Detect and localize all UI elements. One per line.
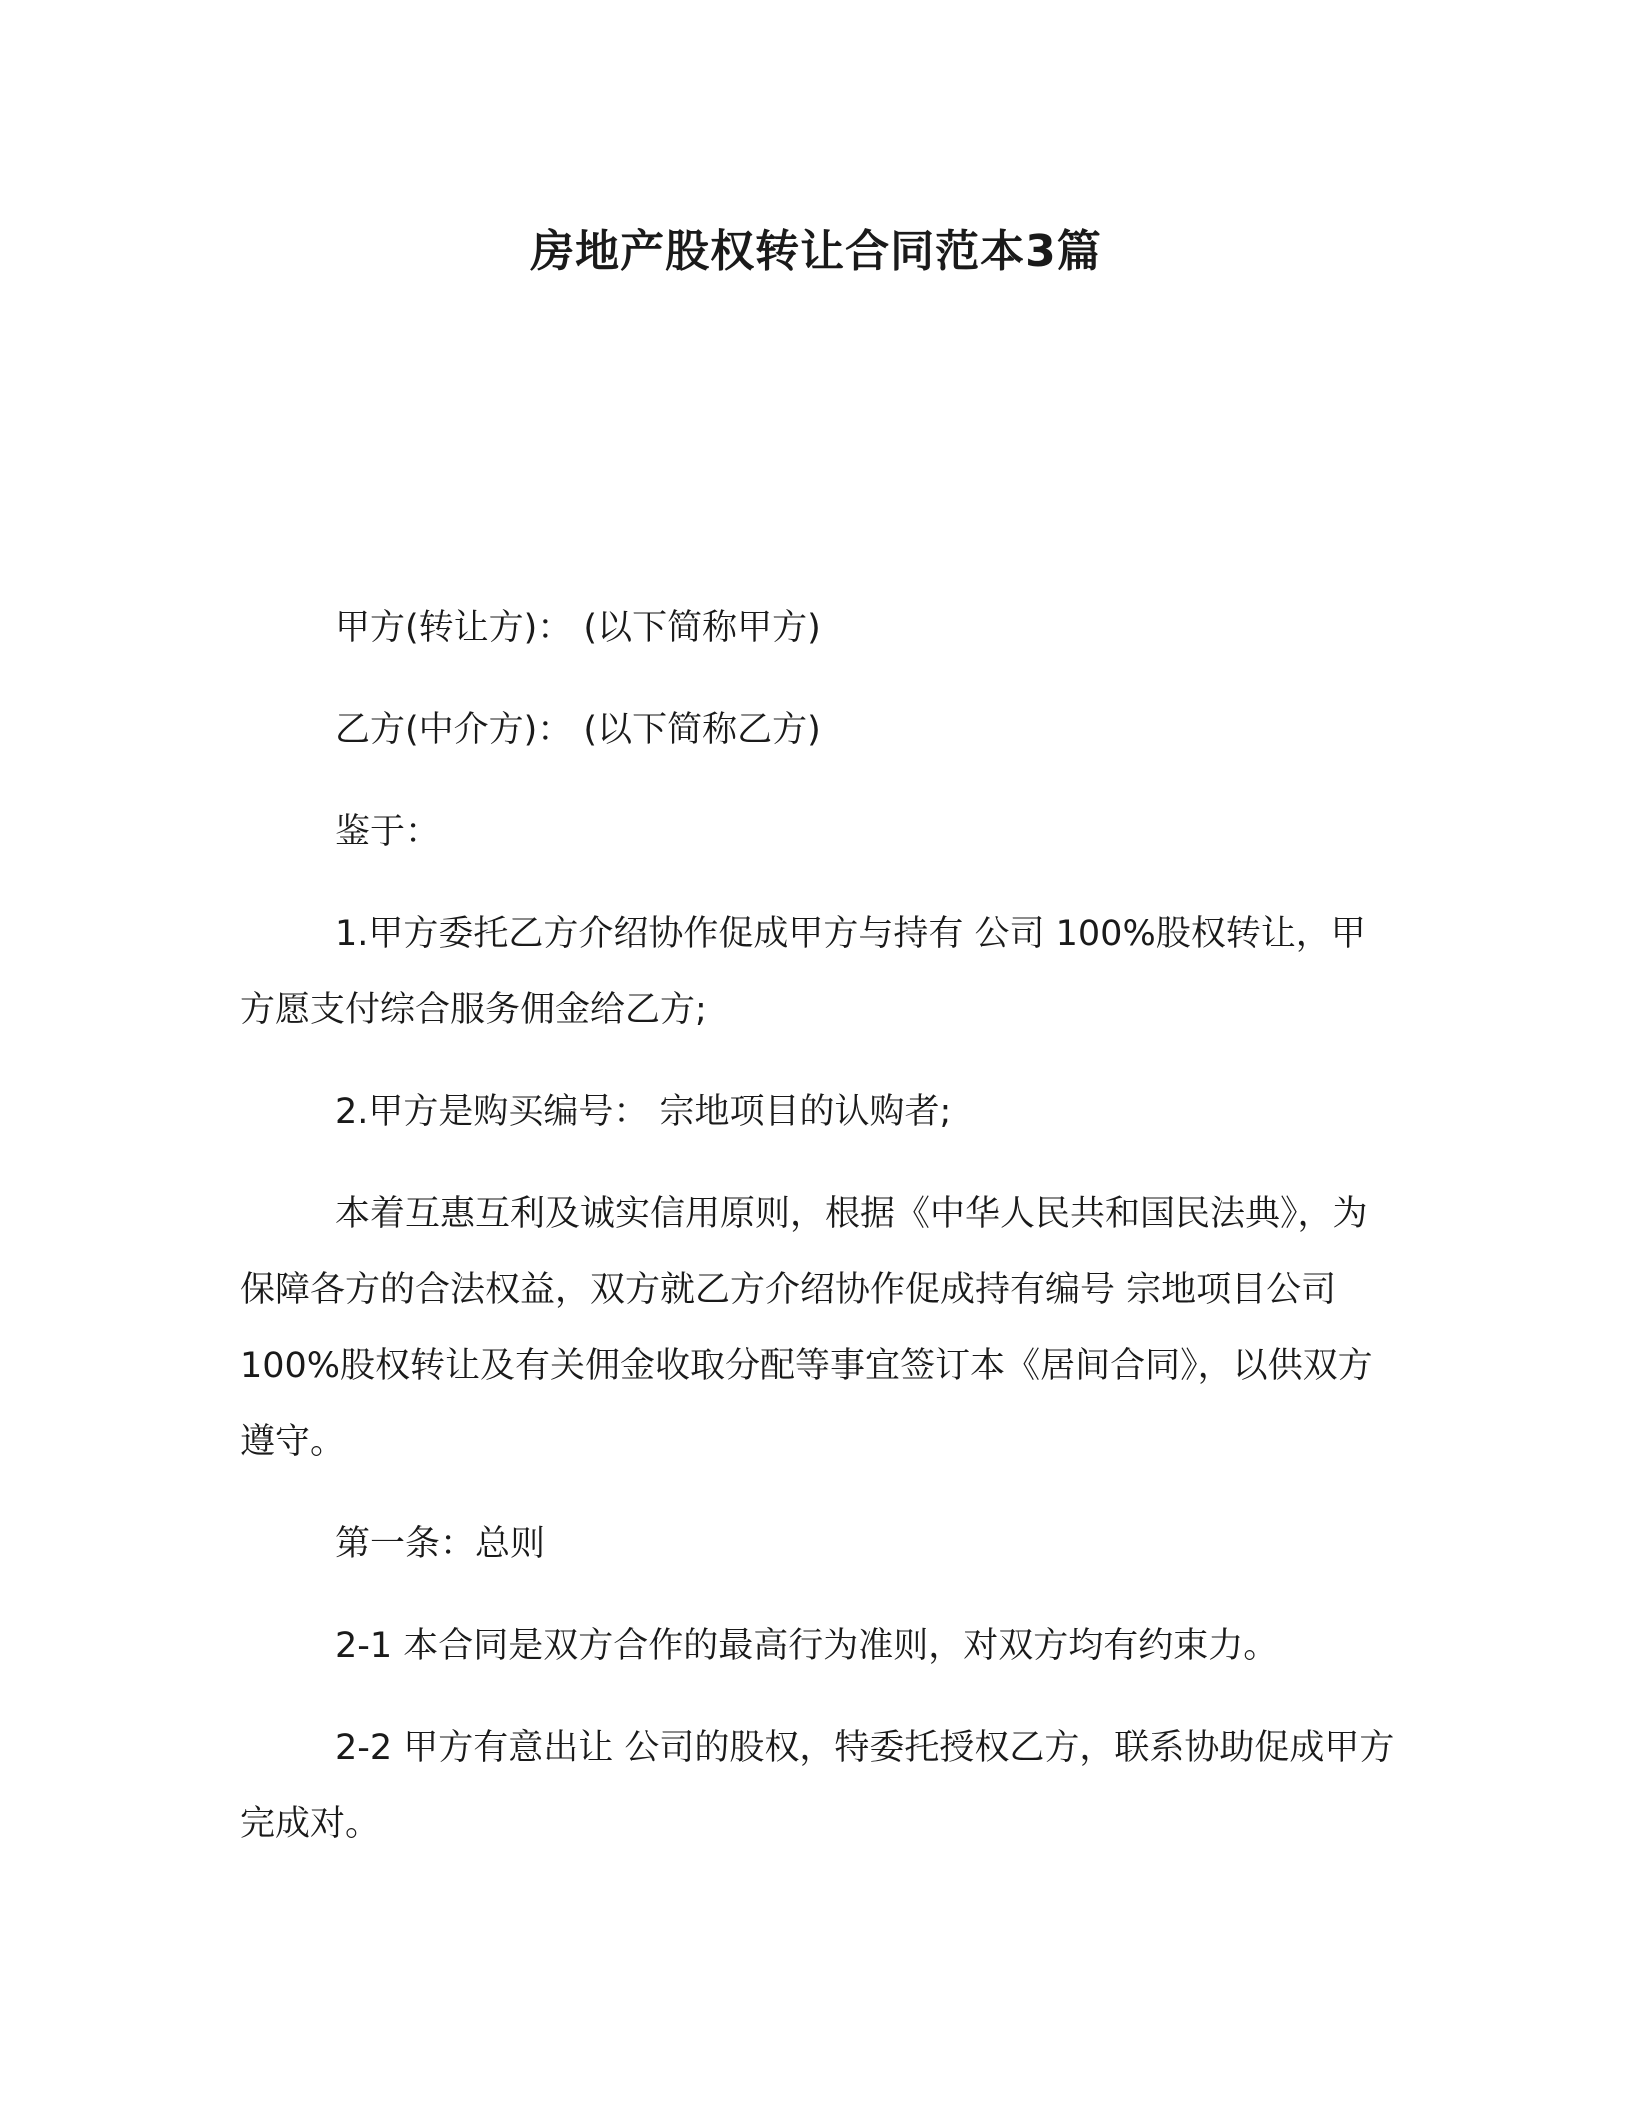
recital-1: 1.甲方委托乙方介绍协作促成甲方与持有 公司 100%股权转让，甲方愿支付综合服务佣金给乙方; <box>240 914 1366 1030</box>
recital-2: 2.甲方是购买编号： 宗地项目的认购者; <box>335 1092 952 1132</box>
party-b-line: 乙方(中介方)： (以下简称乙方) <box>335 710 821 750</box>
article-1-heading: 第一条：总则 <box>335 1524 546 1564</box>
clause-2-2: 2-2 甲方有意出让 公司的股权，特委托授权乙方，联系协助促成甲方完成对。 <box>240 1728 1395 1844</box>
document-body <box>240 590 1400 1888</box>
party-a-line: 甲方(转让方)： (以下简称甲方) <box>335 608 821 648</box>
clause-2-1: 2-1 本合同是双方合作的最高行为准则，对双方均有约束力。 <box>335 1626 1279 1666</box>
preamble-paragraph: 本着互惠互利及诚实信用原则，根据《中华人民共和国民法典》，为保障各方的合法权益，双方就乙方介绍协作促成持有编号 宗地项目公司 100%股权转让及有关佣金收取分配等事宜签订本《居间合同》，以供双方遵守。 <box>240 1194 1373 1462</box>
whereas-heading: 鉴于： <box>335 812 441 852</box>
document-title: 房地产股权转让合同范本3篇 <box>530 226 1102 277</box>
